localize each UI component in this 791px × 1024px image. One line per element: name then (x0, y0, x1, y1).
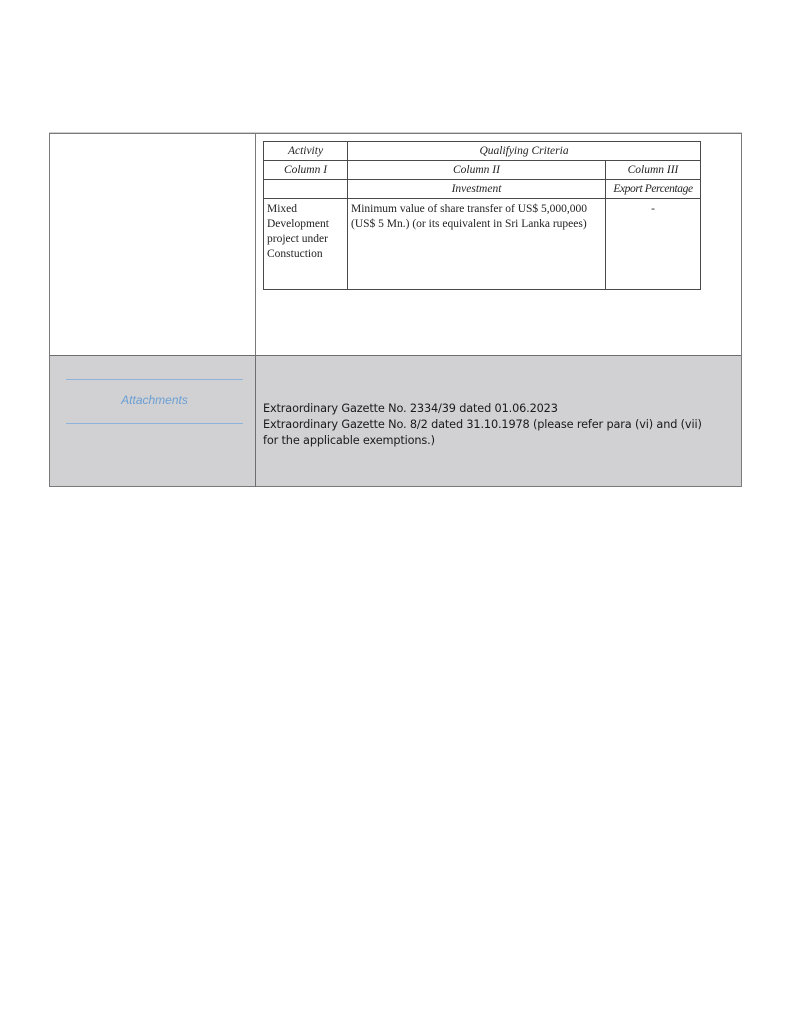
header-activity: Activity (264, 142, 348, 161)
header-row-2 (264, 161, 701, 180)
header-investment: Investment (348, 180, 606, 199)
header-export-percentage: Export Percentage (606, 180, 701, 199)
header-column-2: Column II (348, 161, 606, 180)
activity-cell: Mixed Development project under Constuction (264, 199, 348, 290)
attachments-list (263, 401, 733, 449)
header-qualifying-criteria: Qualifying Criteria (348, 142, 701, 161)
table-row (264, 199, 701, 290)
export-percentage-cell: - (606, 199, 701, 290)
attachments-column-divider (255, 356, 256, 487)
attachment-line: for the applicable exemptions.) (263, 434, 435, 447)
header-row-3 (264, 180, 701, 199)
attachments-row (50, 355, 741, 486)
qualifying-criteria-table (263, 141, 701, 290)
label-top-rule (66, 379, 243, 380)
attachment-line: Extraordinary Gazette No. 2334/39 dated 01.06.2023 (263, 402, 558, 415)
header-row-1 (264, 142, 701, 161)
attachments-label: Attachments (121, 393, 188, 407)
header-column-3: Column III (606, 161, 701, 180)
attachments-label-block (66, 379, 243, 423)
label-bottom-rule (66, 423, 243, 424)
header-column-1: Column I (264, 161, 348, 180)
attachment-line: Extraordinary Gazette No. 8/2 dated 31.10.1978 (please refer para (vi) and (vii) (263, 418, 702, 431)
investment-cell: Minimum value of share transfer of US$ 5,000,000 (US$ 5 Mn.) (or its equivalent in Sri Lanka rupees) (348, 199, 606, 290)
header-empty (264, 180, 348, 199)
